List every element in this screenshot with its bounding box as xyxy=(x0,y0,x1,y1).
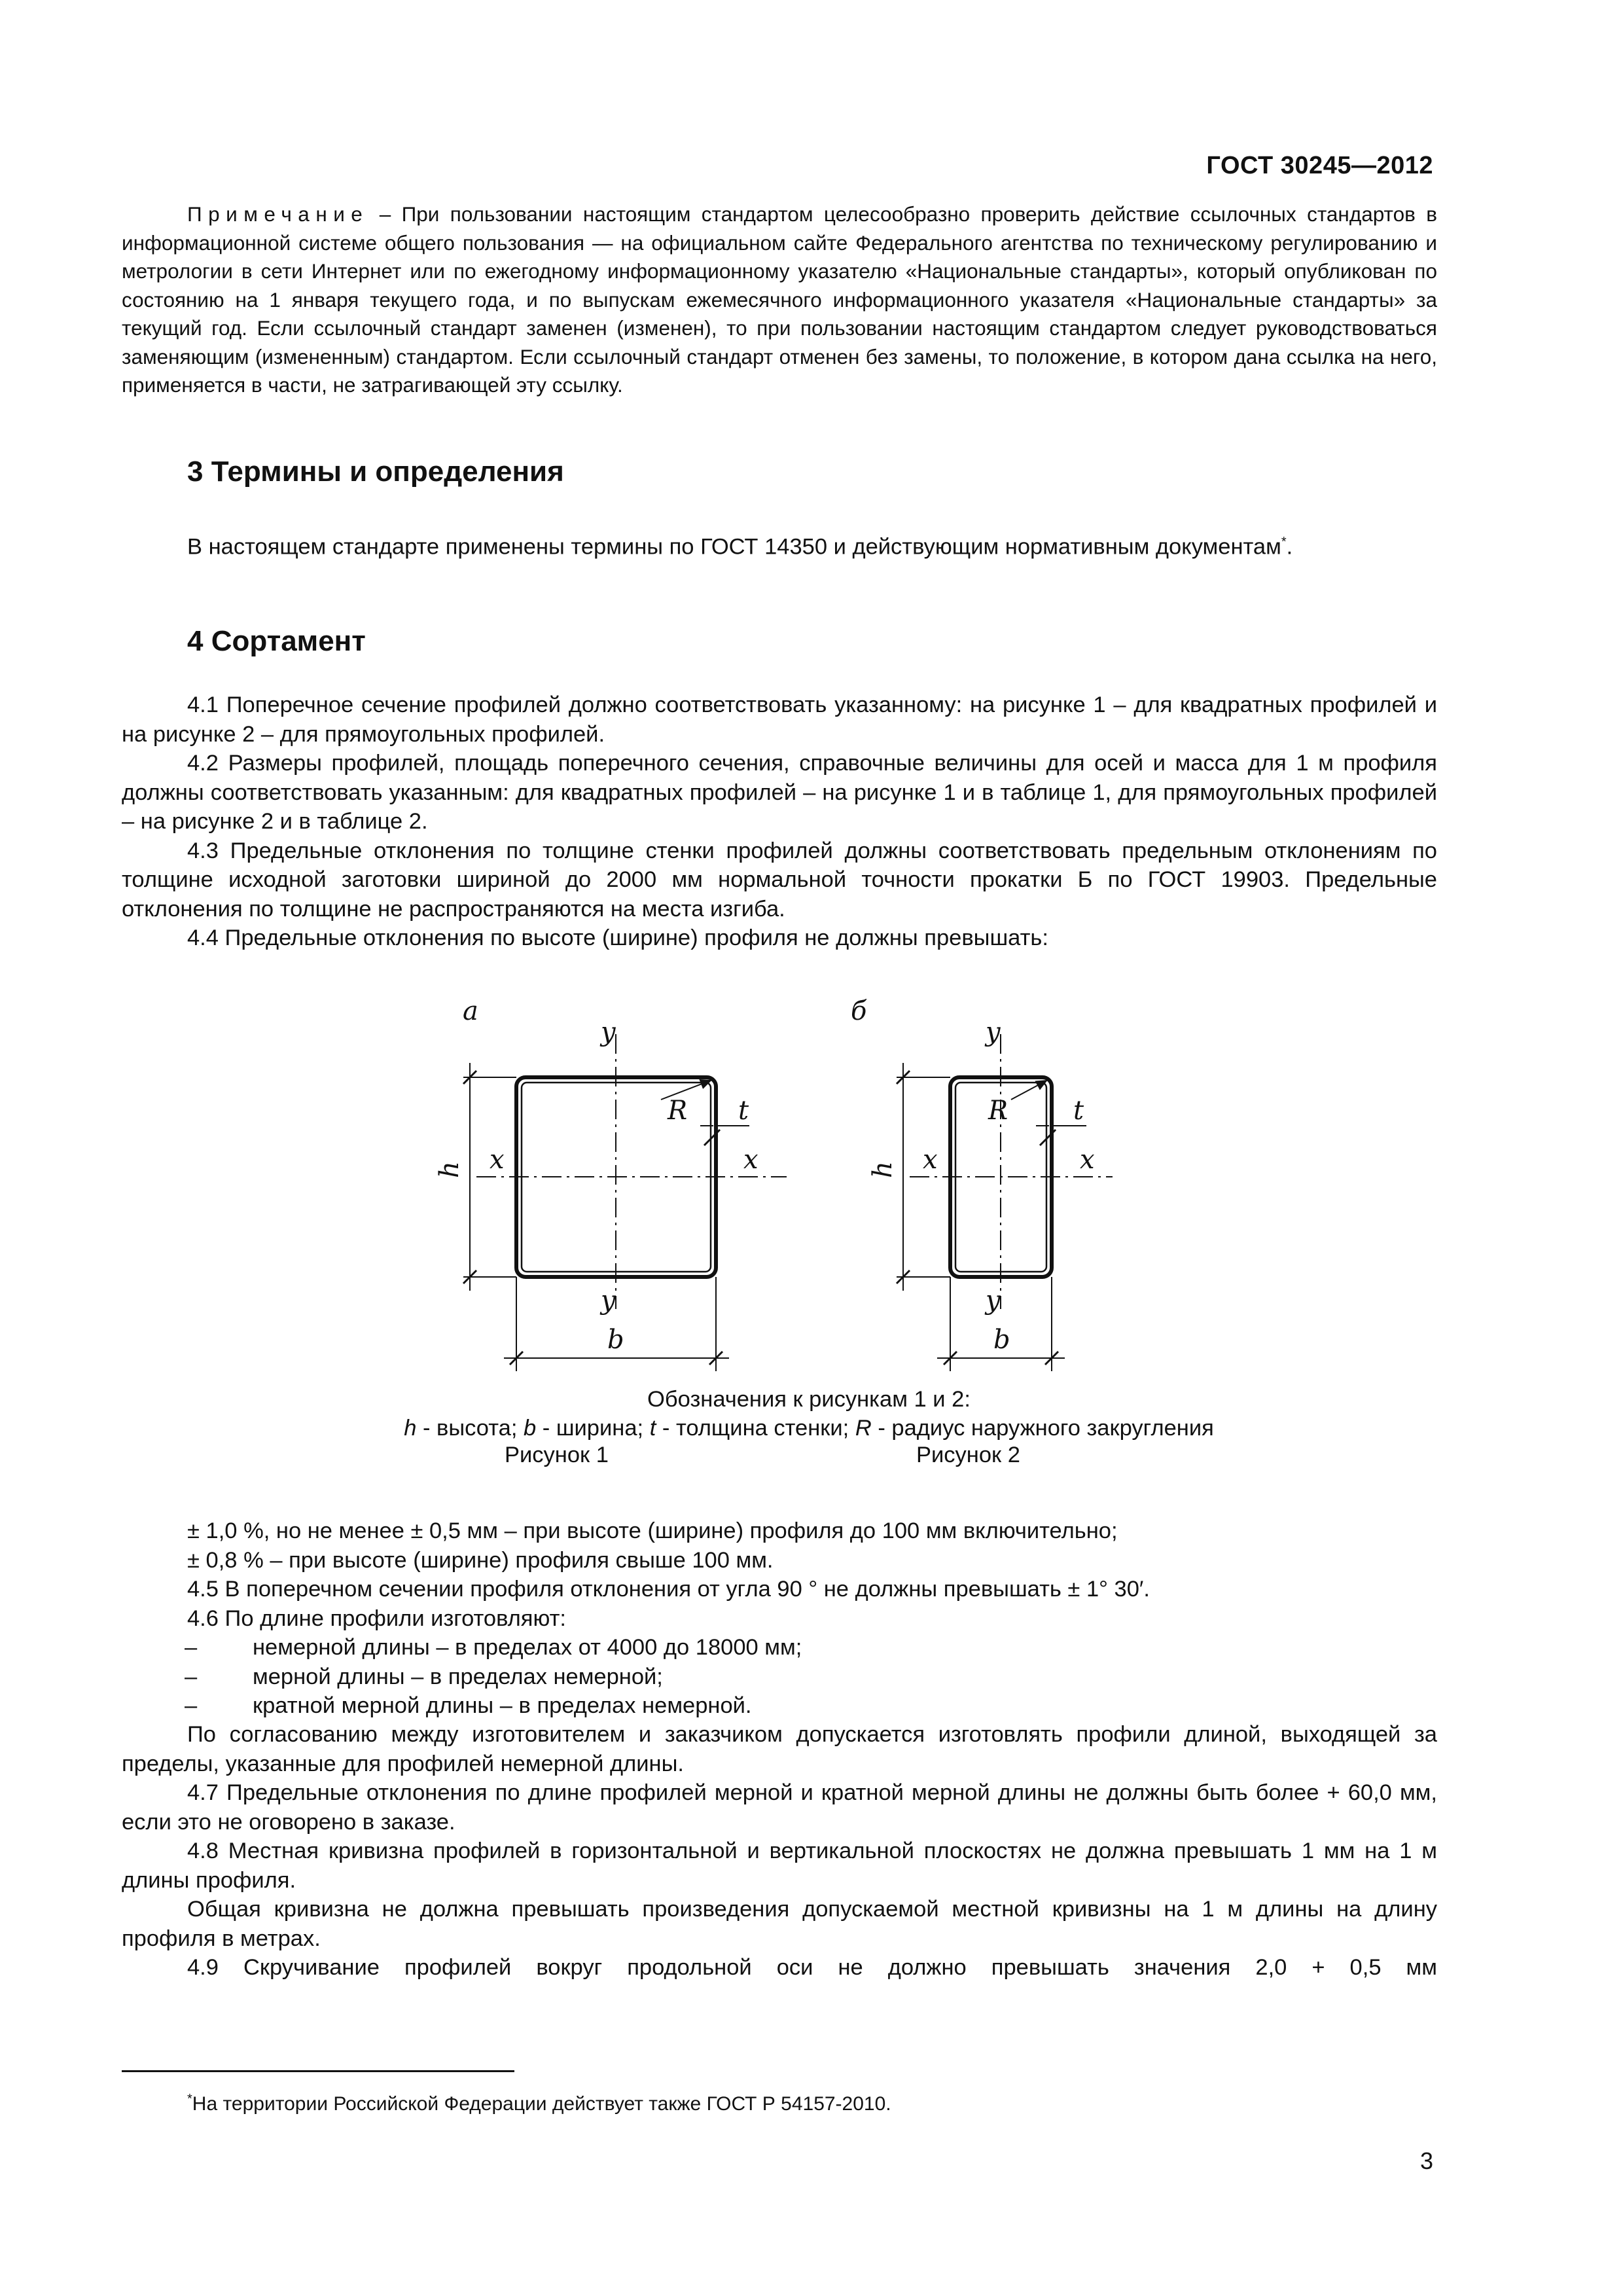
axis-x-left-b: x xyxy=(923,1145,938,1175)
legend-desc-b: - ширина; xyxy=(536,1416,650,1441)
dimension-r-a: R xyxy=(668,1096,688,1126)
note-label: Примечание xyxy=(187,202,369,226)
footnote-mark: * xyxy=(187,2092,192,2106)
paragraph-4-9: 4.9 Скручивание профилей вокруг продольной оси не должно превышать значения 2,0 + 0,5 мм xyxy=(187,1955,1437,1980)
footnote xyxy=(187,2092,891,2115)
paragraph-4-3: 4.3 Предельные отклонения по толщине стенки профилей должны соответствовать предельным отклонениям по толщине исходной заготовки шириной до 2000 мм нормальной точности прокатки Б по ГОСТ 19903. Предельные отклонения по толщине не распространяются на места изгиба. xyxy=(122,838,1437,922)
general-curvature-paragraph: Общая кривизна не должна превышать произведения допускаемой местной кривизны на 1 м длины на длину профиля в метрах. xyxy=(122,1897,1437,1951)
figure-label-b: б xyxy=(851,996,867,1026)
legend-symbol-b: b xyxy=(524,1416,537,1441)
dimension-t-b: t xyxy=(1073,1096,1084,1126)
footnote-text: На территории Российской Федерации действует также ГОСТ Р 54157-2010. xyxy=(192,2093,891,2115)
paragraph-4-2: 4.2 Размеры профилей, площадь поперечного сечения, справочные величины для осей и масса для 1 м профиля должны соответствовать указанным: для квадратных профилей – на рисунке 1 и в таблице 1, для прямоугольных профилей – на рисунке 2 и в таблице 2. xyxy=(122,751,1437,834)
note-paragraph xyxy=(122,200,1437,400)
axis-x-right-a: x xyxy=(743,1145,758,1175)
legend-symbol-h: h xyxy=(404,1416,417,1441)
after-list-paragraphs xyxy=(122,1720,1437,1982)
figure-legend xyxy=(122,1414,1496,1443)
list-item xyxy=(122,1662,1437,1692)
list-item-text: мерной длины – в пределах немерной; xyxy=(253,1664,663,1689)
figure-2-caption: Рисунок 2 xyxy=(916,1443,1020,1467)
figure-label-a: а xyxy=(463,996,478,1026)
list-item-text: кратной мерной длины – в пределах немерной. xyxy=(253,1693,752,1718)
document-code: ГОСТ 30245—2012 xyxy=(1206,152,1433,179)
dimension-b-a: b xyxy=(607,1325,624,1355)
axis-x-right-b: x xyxy=(1080,1145,1095,1175)
section-4-title: 4 Сортамент xyxy=(187,625,366,657)
legend-symbol-r: R xyxy=(855,1416,872,1441)
section-3-text xyxy=(122,528,1437,562)
axis-x-left-a: x xyxy=(490,1145,505,1175)
legend-symbol-t: t xyxy=(649,1416,656,1441)
section-3-tail: . xyxy=(1286,534,1293,560)
axis-y-bottom-b: y xyxy=(986,1285,1001,1316)
section-3-title: 3 Термины и определения xyxy=(187,456,564,488)
agreement-paragraph: По согласованию между изготовителем и заказчиком допускается изготовлять профили длиной, выходящей за пределы, указанные для профилей немерной длины. xyxy=(122,1722,1437,1776)
list-marker: – xyxy=(185,1635,198,1660)
dimension-b-b: b xyxy=(993,1325,1010,1355)
dimension-h-b: h xyxy=(868,1161,898,1178)
list-item xyxy=(122,1633,1437,1662)
axis-y-top-b: y xyxy=(986,1017,1001,1047)
dimension-t-a: t xyxy=(738,1096,749,1126)
figure-caption-title: Обозначения к рисункам 1 и 2: xyxy=(647,1387,971,1412)
list-marker: – xyxy=(185,1664,198,1689)
paragraph-4-8: 4.8 Местная кривизна профилей в горизонтальной и вертикальной плоскостях не должна превышать 1 мм на 1 м длины профиля. xyxy=(122,1839,1437,1893)
page-number: 3 xyxy=(1419,2147,1433,2174)
section-3-body: В настоящем стандарте применены термины по ГОСТ 14350 и действующим нормативным документам xyxy=(187,534,1281,560)
tolerance-up-to-100: ± 1,0 %, но не менее ± 0,5 мм – при высоте (ширине) профиля до 100 мм включительно; xyxy=(187,1518,1118,1543)
legend-desc-r: - радиус наружного закругления xyxy=(871,1416,1214,1441)
footnote-reference: * xyxy=(1281,535,1287,549)
list-item-text: немерной длины – в пределах от 4000 до 18000 мм; xyxy=(253,1635,802,1660)
figure-1-caption: Рисунок 1 xyxy=(505,1443,609,1467)
dimension-h-a: h xyxy=(435,1161,465,1178)
paragraph-4-4: 4.4 Предельные отклонения по высоте (ширине) профиля не должны превышать: xyxy=(187,925,1048,950)
square-profile-drawing xyxy=(435,996,787,1371)
legend-desc-t: - толщина стенки; xyxy=(656,1416,855,1441)
dimension-r-b: R xyxy=(988,1096,1008,1126)
footnote-separator xyxy=(122,2070,514,2072)
paragraph-4-7: 4.7 Предельные отклонения по длине профилей мерной и кратной мерной длины не должны быть более + 60,0 мм, если это не оговорено в заказе. xyxy=(122,1780,1437,1835)
length-list xyxy=(122,1633,1437,1721)
tolerance-over-100: ± 0,8 % – при высоте (ширине) профиля свыше 100 мм. xyxy=(187,1547,774,1573)
note-text: – При пользовании настоящим стандартом целесообразно проверить действие ссылочных стандартов в информационной системе общего пользования — на официальном сайте Федерального агентства по техническому регулированию и метрологии в сети Интернет или по ежегодному информационному указателю «Национальные стандарты», который опубликован по состоянию на 1 января текущего года, и по выпускам ежемесячного информационного указателя «Национальные стандарты» за текущий год. Если ссылочный стандарт заменен (изменен), то при пользовании настоящим стандартом следует руководствоваться заменяющим (измененным) стандартом. Если ссылочный стандарт отменен без замены, то положение, в котором дана ссылка на него, применяется в части, не затрагивающей эту ссылку. xyxy=(122,202,1437,397)
rectangular-profile-drawing xyxy=(851,996,1113,1371)
section-4-paragraphs xyxy=(122,691,1437,953)
paragraph-4-1: 4.1 Поперечное сечение профилей должно соответствовать указанному: на рисунке 1 – для квадратных профилей и на рисунке 2 – для прямоугольных профилей. xyxy=(122,692,1437,747)
list-marker: – xyxy=(185,1693,198,1718)
paragraph-4-6: 4.6 По длине профили изготовляют: xyxy=(187,1605,566,1631)
axis-y-top-a: y xyxy=(601,1017,616,1047)
paragraph-4-5: 4.5 В поперечном сечении профиля отклонения от угла 90 ° не должны превышать ± 1° 30′. xyxy=(187,1577,1150,1602)
legend-desc-h: - высота; xyxy=(416,1416,524,1441)
list-item xyxy=(122,1691,1437,1721)
tolerance-paragraphs xyxy=(122,1516,1437,1633)
axis-y-bottom-a: y xyxy=(601,1285,616,1316)
